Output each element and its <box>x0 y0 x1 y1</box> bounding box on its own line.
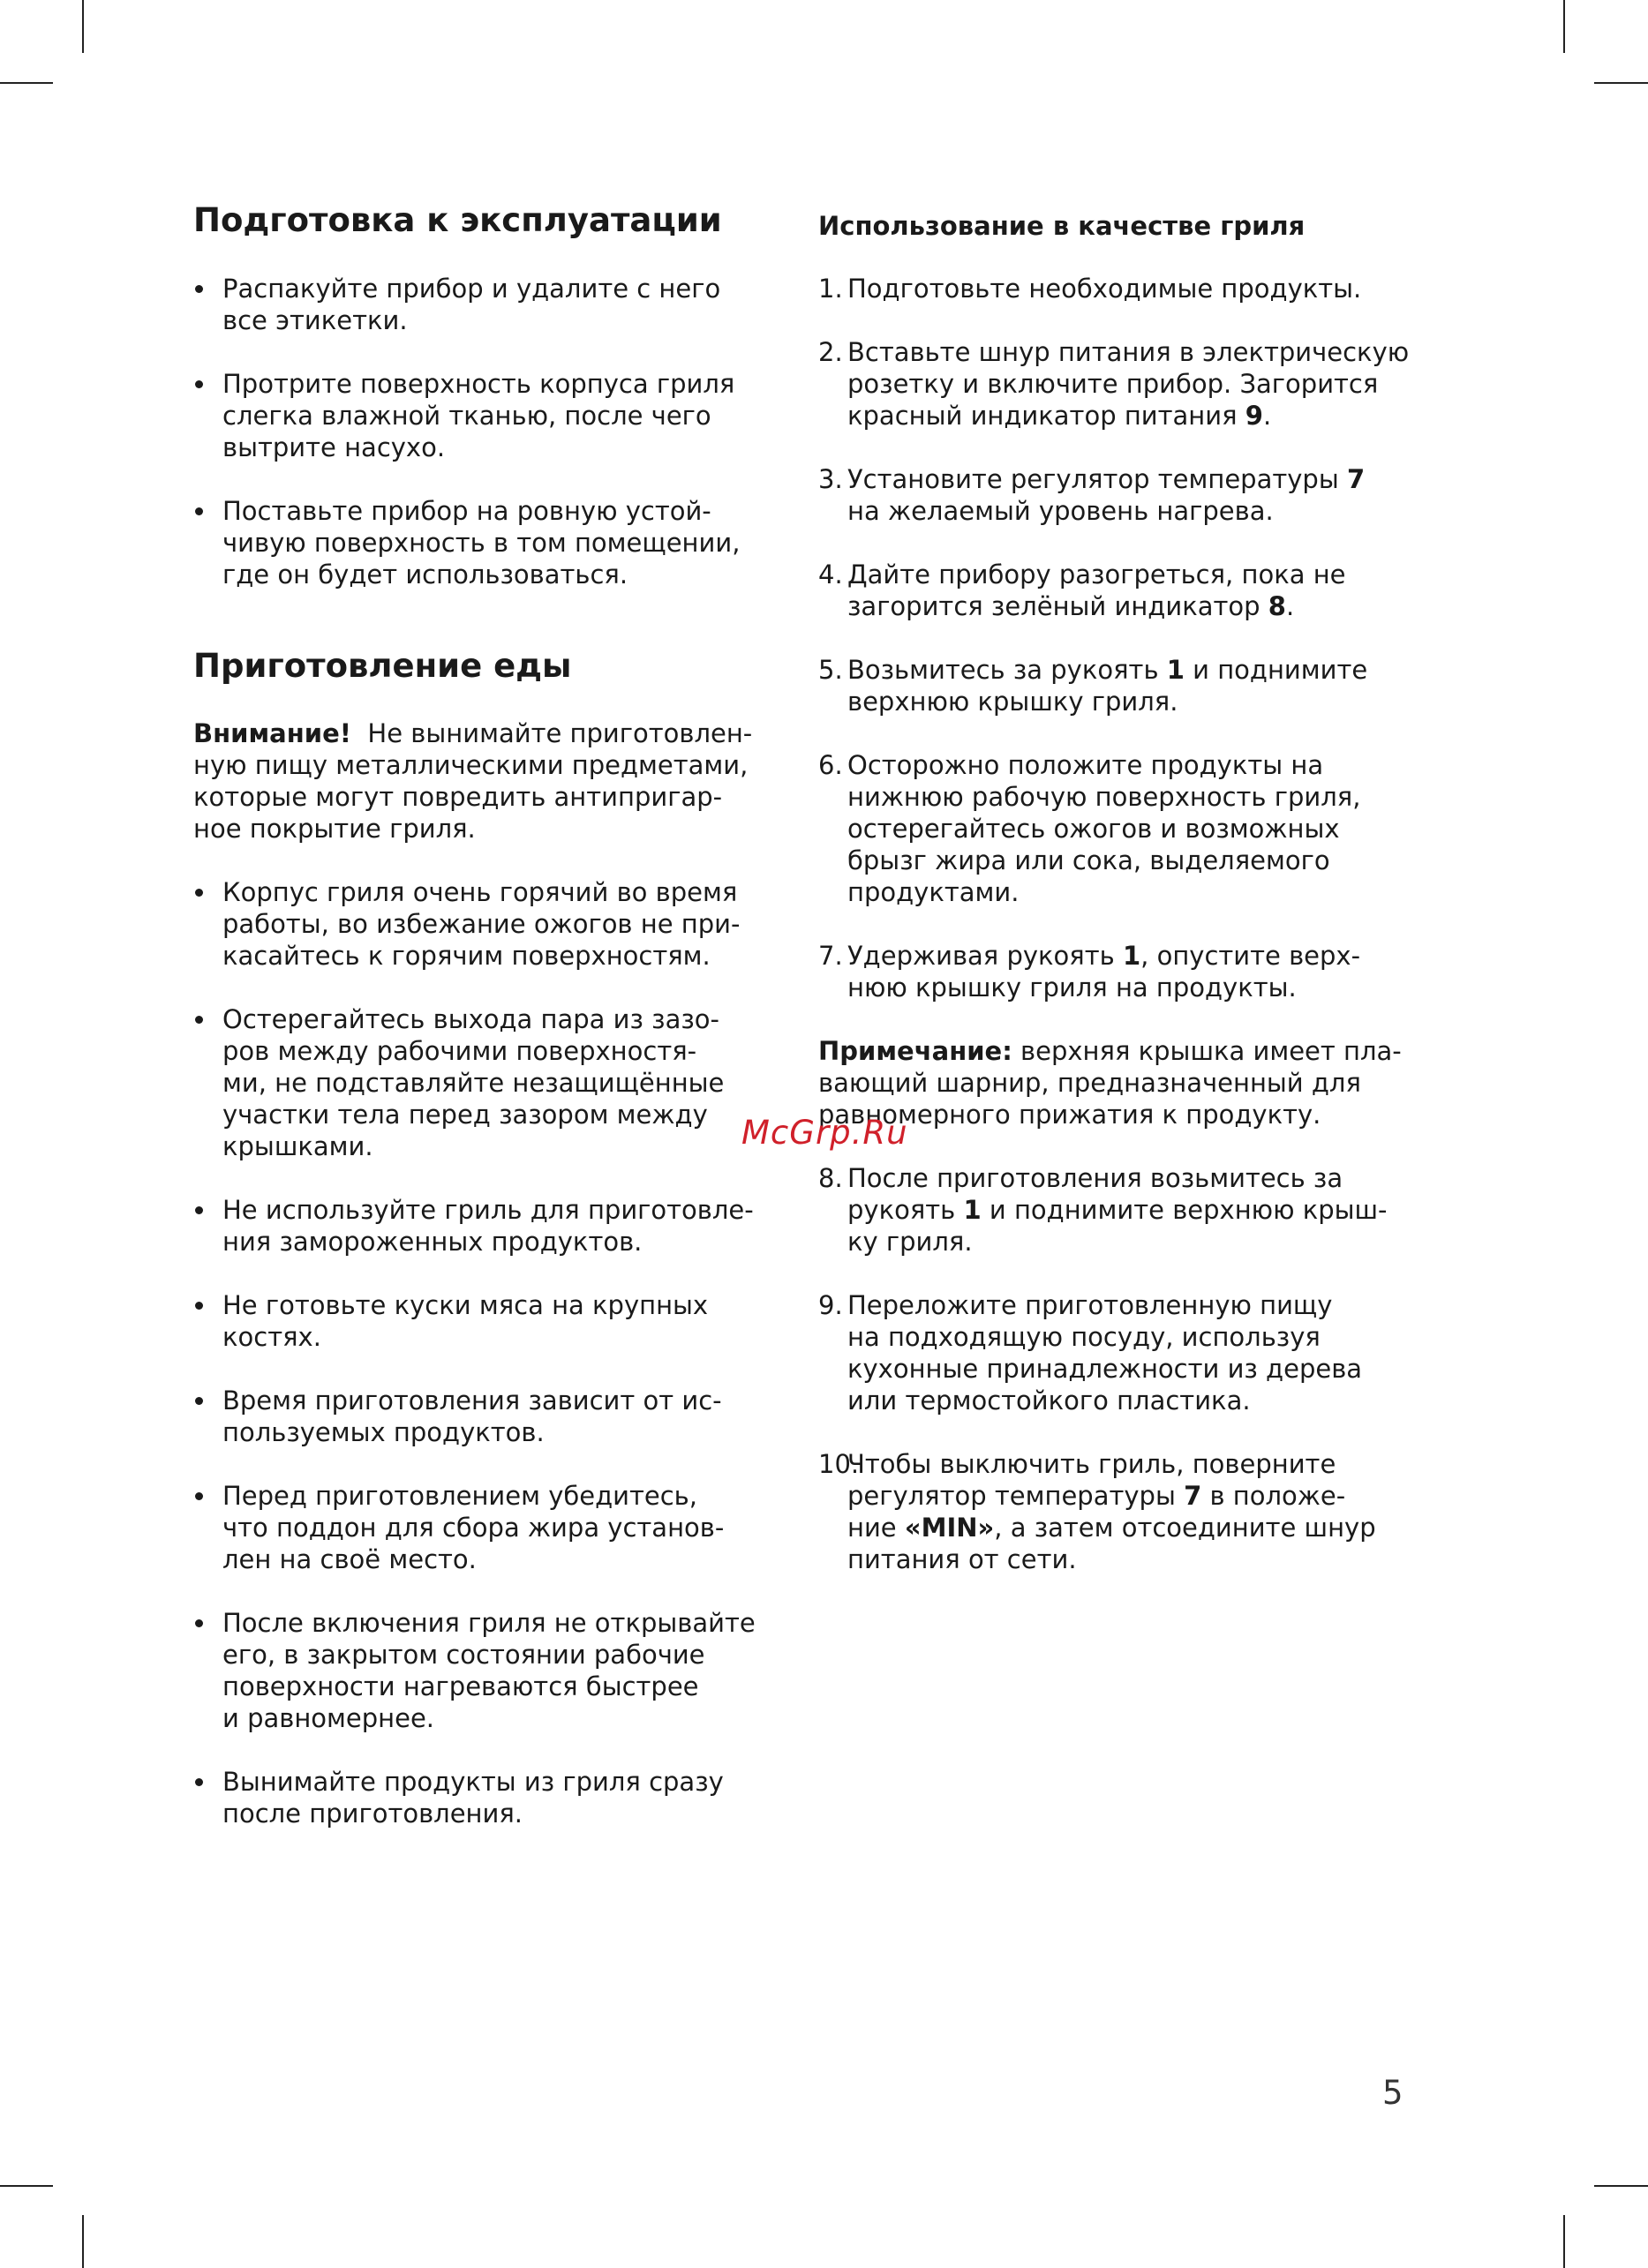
bullet-icon <box>195 1206 203 1214</box>
list-item: 3. Установите регулятор температуры 7 на желаемый уровень нагрева. <box>818 464 1366 526</box>
list-item: Остерегайтесь выхода пара из зазо- ров между рабочими поверхностя- ми, не подставляйте незащищённые участки тела перед зазором между крышками. <box>193 1003 794 1162</box>
list-item: 6. Осторожно положите продукты на нижнюю рабочую поверхность гриля, остерегайтесь ожогов и возможных брызг жира или сока, выделяемого продуктами. <box>818 750 1361 907</box>
note-label: Примечание: <box>818 1036 1012 1066</box>
crop-mark <box>1594 2185 1648 2187</box>
bullet-icon <box>195 1302 203 1310</box>
bullet-icon <box>195 1778 203 1786</box>
bullet-icon <box>195 1492 203 1500</box>
crop-mark <box>1594 82 1648 84</box>
bullet-icon <box>195 507 203 515</box>
note-paragraph: Примечание: верхняя крышка имеет пла- вающий шарнир, предназначенный для равномерного прижатия к продукту. <box>818 1036 1402 1130</box>
bullet-icon <box>195 380 203 388</box>
list-item: 5. Возьмитесь за рукоять 1 и поднимите верхнюю крышку гриля. <box>818 655 1368 717</box>
section-heading-grill-use: Использование в качестве гриля <box>818 211 1306 241</box>
bullet-icon <box>195 889 203 897</box>
list-item: 7. Удерживая рукоять 1, опустите верх- нюю крышку гриля на продукты. <box>818 941 1361 1003</box>
warning-label: Внимание! <box>193 718 351 748</box>
crop-mark <box>82 2215 84 2268</box>
list-item: 2. Вставьте шнур питания в электрическую розетку и включите прибор. Загорится красный индикатор питания 9. <box>818 337 1410 431</box>
list-item: 9. Переложите приготовленную пищу на подходящую посуду, используя кухонные принадлежности из дерева или термостойкого пластика. <box>818 1290 1363 1416</box>
bullet-icon <box>195 1016 203 1024</box>
watermark: McGrp.Ru <box>741 1114 908 1152</box>
section-heading-preparation: Подготовка к эксплуатации <box>193 201 722 239</box>
crop-mark <box>1563 2215 1565 2268</box>
list-item: Протрите поверхность корпуса гриля слегка влажной тканью, после чего вытрите насухо. <box>193 368 794 463</box>
list-item: 10. Чтобы выключить гриль, поверните регулятор температуры 7 в положе- ние «MIN», а затем отсоедините шнур питания от сети. <box>818 1449 1376 1574</box>
list-item: Не готовьте куски мяса на крупных костях. <box>193 1289 794 1353</box>
section-heading-cooking: Приготовление еды <box>193 647 572 685</box>
list-item: 1. Подготовьте необходимые продукты. <box>818 274 1362 304</box>
crop-mark <box>1563 0 1565 53</box>
list-item: После включения гриля не открывайте его, в закрытом состоянии рабочие поверхности нагреваются быстрее и равномернее. <box>193 1607 794 1734</box>
crop-mark <box>82 0 84 53</box>
list-item: Время приготовления зависит от ис- пользуемых продуктов. <box>193 1385 794 1448</box>
list-item: Не используйте гриль для приготовле- ния замороженных продуктов. <box>193 1194 794 1258</box>
list-item: Вынимайте продукты из гриля сразу после приготовления. <box>193 1766 794 1829</box>
list-item: Поставьте прибор на ровную устой- чивую поверхность в том помещении, где он будет использоваться. <box>193 495 794 590</box>
warning-paragraph: Внимание! Не вынимайте приготовлен- ную пищу металлическими предметами, которые могут повредить антипригар- ное покрытие гриля. <box>193 718 753 844</box>
bullet-icon <box>195 1397 203 1405</box>
crop-mark <box>0 2185 53 2187</box>
list-item: Распакуйте прибор и удалите с него все этикетки. <box>193 273 794 336</box>
crop-mark <box>0 82 53 84</box>
page-number: 5 <box>1382 2074 1403 2112</box>
list-item: Перед приготовлением убедитесь, что поддон для сбора жира установ- лен на своё место. <box>193 1480 794 1575</box>
bullet-icon <box>195 1619 203 1627</box>
list-item: 8. После приготовления возьмитесь за рукоять 1 и поднимите верхнюю крыш- ку гриля. <box>818 1163 1388 1257</box>
list-item: Корпус гриля очень горячий во время работы, во избежание ожогов не при- касайтесь к горячим поверхностям. <box>193 876 794 972</box>
bullet-icon <box>195 285 203 293</box>
list-item: 4. Дайте прибору разогреться, пока не загорится зелёный индикатор 8. <box>818 559 1346 621</box>
